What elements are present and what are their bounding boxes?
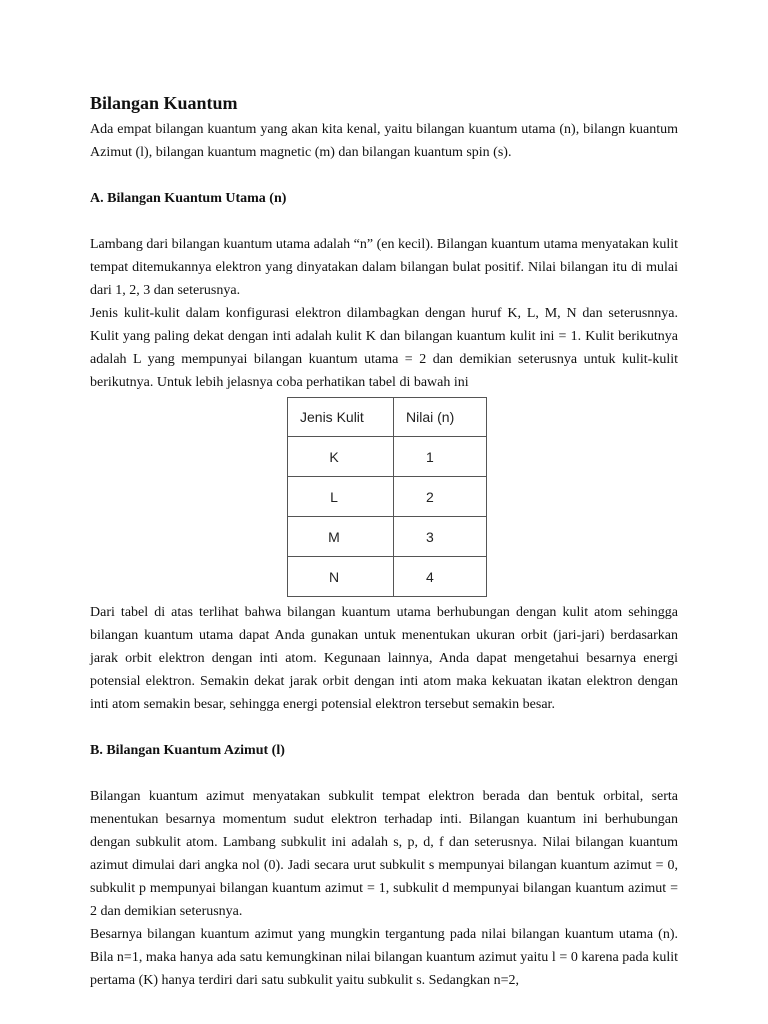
shell-table-wrapper: [287, 397, 487, 597]
shell-table: [287, 397, 487, 597]
section-b-paragraph-1: Bilangan kuantum azimut menyatakan subkulit tempat elektron berada dan bentuk orbital, serta menentukan besarnya momentum sudut elektron terhadap inti. Bilangan kuantum ini berhubungan dengan subkulit atom. Lambang subkulit ini adalah s, p, d, f dan seterusnya. Nilai bilangan kuantum azimut dimulai dari angka nol (0). Jadi secara urut subkulit s mempunyai bilangan kuantum azimut = 0, subkulit p mempunyai bilangan kuantum azimut = 1, subkulit d mempunyai bilangan kuantum azimut = 2 dan demikian seterusnya.: [90, 789, 678, 919]
table-cell: 4: [394, 557, 487, 597]
section-a-heading: A. Bilangan Kuantum Utama (n): [90, 191, 287, 206]
table-header-cell: Jenis Kulit: [288, 398, 394, 437]
table-header-row: [288, 398, 487, 437]
table-cell: M: [288, 517, 394, 557]
table-cell: 1: [394, 437, 487, 477]
table-cell: L: [288, 477, 394, 517]
section-b-heading: B. Bilangan Kuantum Azimut (l): [90, 743, 285, 758]
section-a-paragraph-2: Jenis kulit-kulit dalam konfigurasi elektron dilambagkan dengan huruf K, L, M, N dan seterusnnya. Kulit yang paling dekat dengan inti adalah kulit K dan bilangan kuantum kulit ini = 1. Kulit berikutnya adalah L yang mempunyai bilangan kuantum utama = 2 dan demikian seterusnya untuk kulit-kulit berikutnya. Untuk lebih jelasnya coba perhatikan tabel di bawah ini: [90, 306, 678, 390]
table-row: [288, 517, 487, 557]
table-cell: 2: [394, 477, 487, 517]
table-row: [288, 557, 487, 597]
table-row: [288, 477, 487, 517]
table-cell: 3: [394, 517, 487, 557]
table-cell: N: [288, 557, 394, 597]
table-header-cell: Nilai (n): [394, 398, 487, 437]
table-cell: K: [288, 437, 394, 477]
document-page: [90, 92, 678, 992]
intro-paragraph: Ada empat bilangan kuantum yang akan kita kenal, yaitu bilangan kuantum utama (n), bilangn kuantum Azimut (l), bilangan kuantum magnetic (m) dan bilangan kuantum spin (s).: [90, 122, 678, 160]
section-a-paragraph-1: Lambang dari bilangan kuantum utama adalah “n” (en kecil). Bilangan kuantum utama menyatakan kulit tempat ditemukannya elektron yang dinyatakan dalam bilangan bulat positif. Nilai bilangan itu di mulai dari 1, 2, 3 dan seterusnya.: [90, 237, 678, 298]
section-b-paragraph-2: Besarnya bilangan kuantum azimut yang mungkin tergantung pada nilai bilangan kuantum utama (n). Bila n=1, maka hanya ada satu kemungkinan nilai bilangan kuantum azimut yaitu l = 0 karena pada kulit pertama (K) hanya terdiri dari satu subkulit yaitu subkulit s. Sedangkan n=2,: [90, 927, 678, 988]
section-a-paragraph-3: Dari tabel di atas terlihat bahwa bilangan kuantum utama berhubungan dengan kulit atom sehingga bilangan kuantum utama dapat Anda gunakan untuk menentukan ukuran orbit (jari-jari) berdasarkan jarak orbit elektron dengan inti atom. Kegunaan lainnya, Anda dapat mengetahui besarnya energi potensial elektron. Semakin dekat jarak orbit dengan inti atom maka kekuatan ikatan elektron dengan inti atom semakin besar, sehingga energi potensial elektron tersebut semakin besar.: [90, 605, 678, 712]
table-row: [288, 437, 487, 477]
document-title: Bilangan Kuantum: [90, 93, 238, 113]
